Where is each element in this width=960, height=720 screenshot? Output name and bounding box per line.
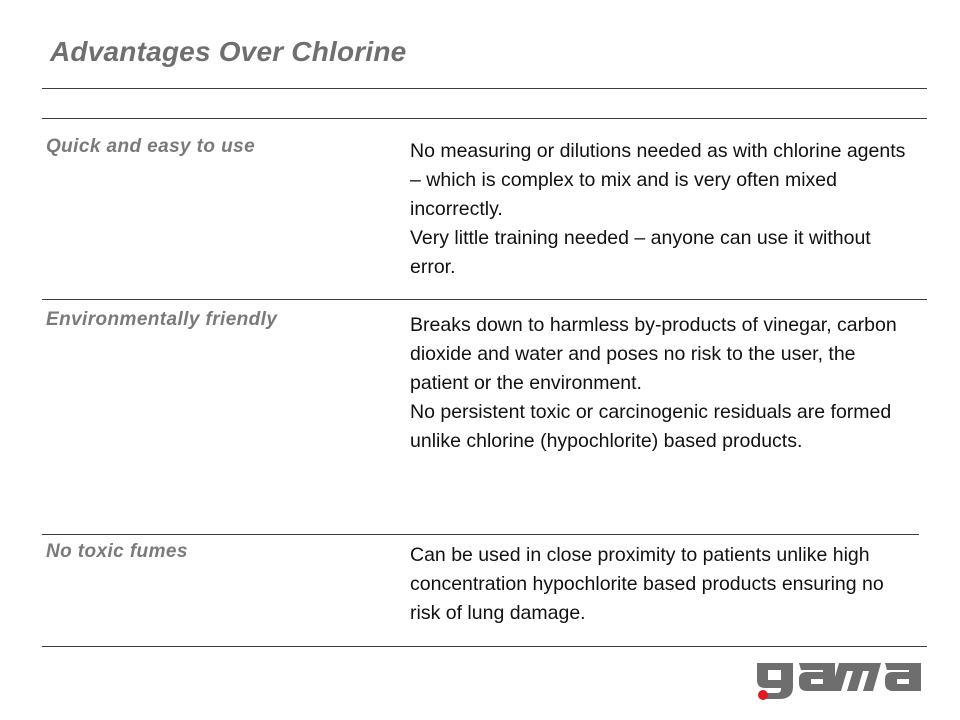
divider-row-2 [42,534,919,535]
row-desc-line: Can be used in close proximity to patients unlike high concentration hypochlorite based products ensuring no risk of lung damage. [410,544,884,624]
divider-header [42,118,927,119]
logo-dot [758,690,768,700]
logo-letter-a [799,663,835,691]
divider-row-1 [42,299,927,300]
row-desc-line: Very little training needed – anyone can use it without error. [410,227,871,278]
row-desc-quick [410,137,910,282]
row-desc-line: No measuring or dilutions needed as with chlorine agents – which is complex to mix and is very often mixed incorrectly. [410,140,906,220]
logo-letter-m [831,663,881,691]
row-label-quick: Quick and easy to use [46,136,256,157]
row-label-environment: Environmentally friendly [46,309,278,330]
logo-letter-a2 [885,663,921,691]
row-desc-fumes [410,541,910,628]
row-desc-line: Breaks down to harmless by-products of vinegar, carbon dioxide and water and poses no risk to the user, the patient or the environment. [410,314,897,394]
row-desc-line: No persistent toxic or carcinogenic residuals are formed unlike chlorine (hypochlorite) based products. [410,401,892,452]
divider-bottom [42,646,927,647]
row-label-fumes: No toxic fumes [46,541,188,562]
page-title: Advantages Over Chlorine [50,36,407,67]
row-desc-environment [410,311,910,456]
gama-logo [755,655,925,701]
divider-top [42,88,927,89]
